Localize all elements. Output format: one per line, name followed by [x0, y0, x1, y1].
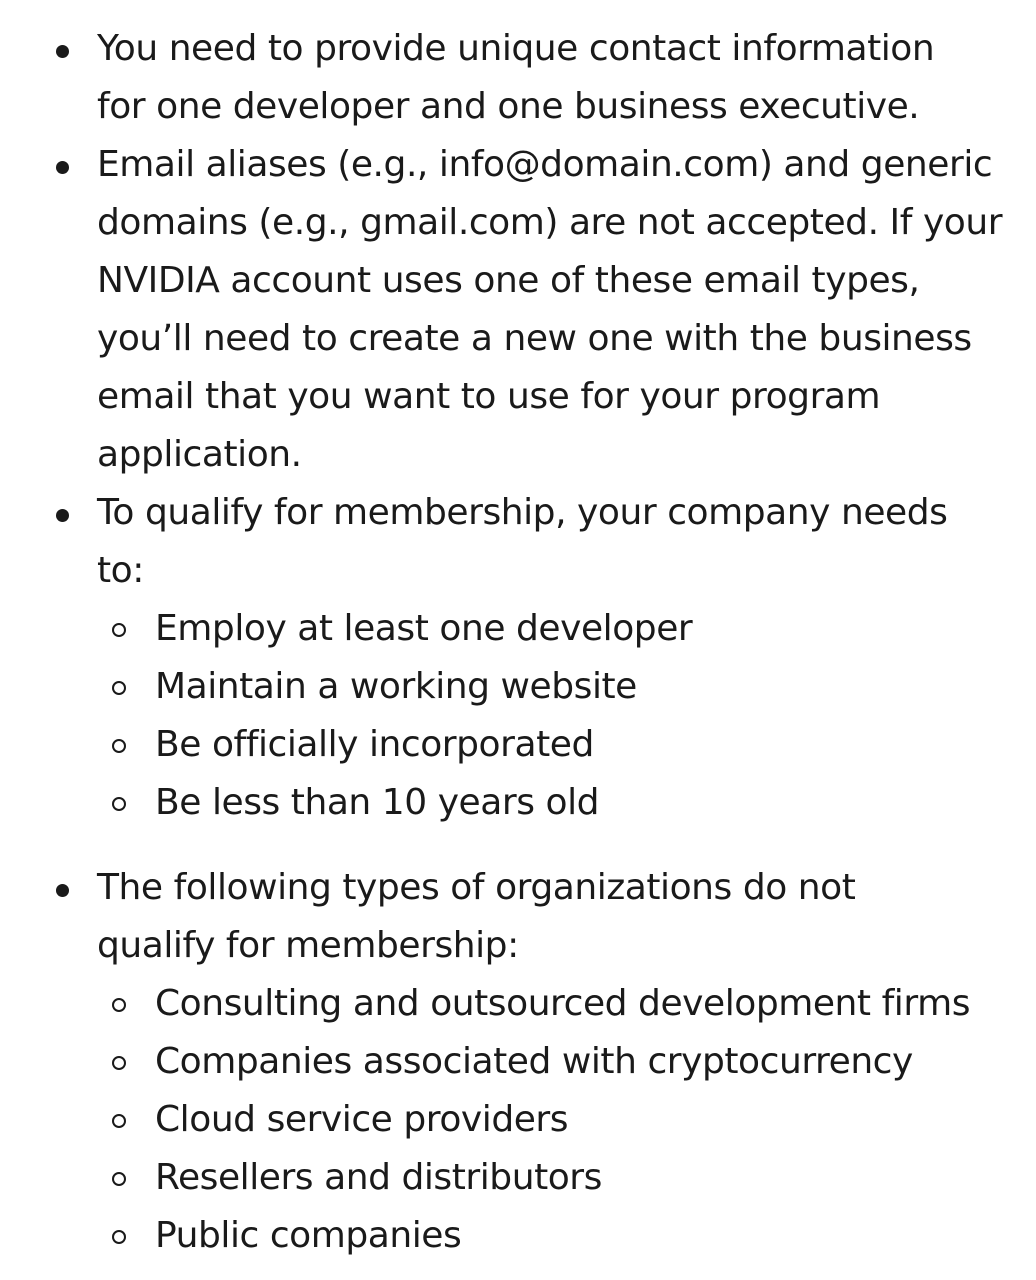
list-item-text: application.	[97, 434, 302, 475]
sub-list-item: Resellers and distributors	[155, 1157, 602, 1198]
circle-bullet-icon	[112, 1172, 126, 1186]
bullet-icon	[56, 509, 69, 522]
list-item-text: email that you want to use for your program	[97, 376, 881, 417]
sub-list-item: Be less than 10 years old	[155, 782, 600, 823]
circle-bullet-icon	[112, 623, 126, 637]
list-item-text: for one developer and one business executive.	[97, 86, 920, 127]
list-item-text: domains (e.g., gmail.com) are not accepted. If your	[97, 202, 1003, 243]
sub-list-item: Consulting and outsourced development firms	[155, 983, 970, 1024]
list-item-text: To qualify for membership, your company needs	[97, 492, 948, 533]
list-item-text: to:	[97, 550, 144, 591]
list-item-text: you’ll need to create a new one with the business	[97, 318, 972, 359]
list-item-text: qualify for membership:	[97, 925, 519, 966]
sub-list-item: Companies associated with cryptocurrency	[155, 1041, 913, 1082]
circle-bullet-icon	[112, 681, 126, 695]
bullet-icon	[56, 45, 69, 58]
sub-list-item: Employ at least one developer	[155, 608, 693, 649]
sub-list-item: Maintain a working website	[155, 666, 637, 707]
bullet-icon	[56, 884, 69, 897]
list-item-text: NVIDIA account uses one of these email types,	[97, 260, 920, 301]
sub-list-item: Be officially incorporated	[155, 724, 594, 765]
list-item-text: Email aliases (e.g., info@domain.com) and generic	[97, 144, 993, 185]
circle-bullet-icon	[112, 797, 126, 811]
circle-bullet-icon	[112, 1114, 126, 1128]
bullet-icon	[56, 161, 69, 174]
list-item-text: You need to provide unique contact information	[97, 28, 935, 69]
sub-list-item: Public companies	[155, 1215, 462, 1256]
circle-bullet-icon	[112, 739, 126, 753]
circle-bullet-icon	[112, 1056, 126, 1070]
sub-list-item: Cloud service providers	[155, 1099, 569, 1140]
circle-bullet-icon	[112, 998, 126, 1012]
circle-bullet-icon	[112, 1230, 126, 1244]
list-item-text: The following types of organizations do not	[97, 867, 856, 908]
